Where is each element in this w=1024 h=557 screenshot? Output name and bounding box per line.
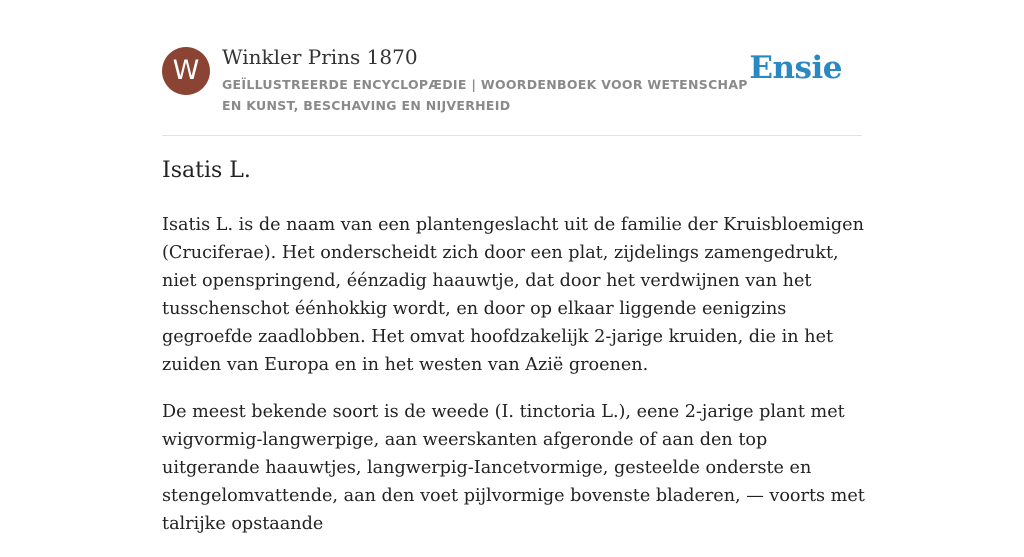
- source-avatar[interactable]: W: [162, 47, 210, 95]
- entry-paragraph: Isatis L. is de naam van een plantengeslacht uit de familie der Kruisbloemigen (Cruciferae). Het onderscheidt zich door een plat, zijdelings zamengedrukt, niet openspringend, éénzadig haauwtje, dat door het verdwijnen van het tusschenschot éénhokkig wordt, en door op elkaar liggende eenigzins gegroefde zaadlobben. Het omvat hoofdzakelijk 2-jarige kruiden, die in het zuiden van Europa en in het westen van Azië groenen.: [162, 215, 864, 375]
- entry-title: Isatis L.: [162, 158, 251, 183]
- entry-body: [162, 211, 867, 557]
- source-subtitle: GEÏLLUSTREERDE ENCYCLOPÆDIE | WOORDENBOEK VOOR WETENSCHAP EN KUNST, BESCHAVING EN NIJVERHEID: [222, 77, 748, 113]
- entry-paragraph: De meest bekende soort is de weede (I. tinctoria L.), eene 2-jarige plant met wigvormig-langwerpige, aan weerskanten afgeronde of aan den top uitgerande haauwtjes, langwerpig-Iancetvormige, gesteelde onderste en stengelomvattende, aan den voet pijlvormige bovenste bladeren, — voorts met talrijke opstaande: [162, 402, 865, 534]
- brand-logo[interactable]: Ensie: [749, 50, 842, 86]
- header-divider: [162, 135, 862, 136]
- source-title[interactable]: Winkler Prins 1870: [222, 45, 418, 69]
- source-header: [162, 44, 862, 114]
